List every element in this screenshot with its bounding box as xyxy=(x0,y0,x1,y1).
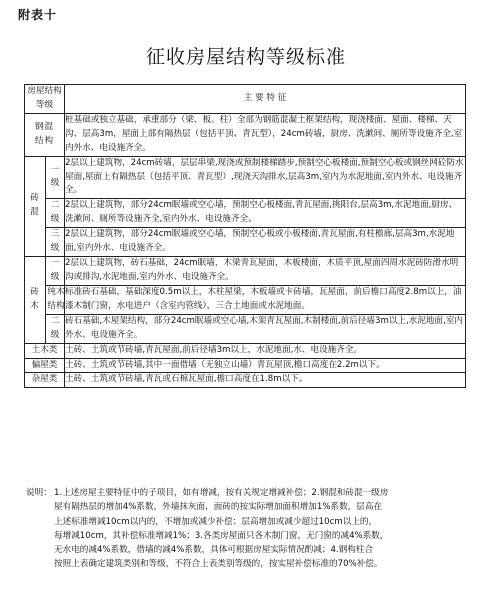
notes-line: 每增减10cm，其补偿标准增减1%；3.各类房屋面只各木制门窗，无门窗的减4%系数， xyxy=(54,530,389,541)
notes-line: 上述标准增减10cm以内的，不增加或减少补偿；层高增加或减少超过10cm以上的， xyxy=(54,516,378,527)
header-features: 主 要 特 征 xyxy=(65,85,466,114)
grade-label: 纯木结构 xyxy=(46,285,65,314)
grade-label: 一级 xyxy=(46,156,65,199)
desc-steel: 桩基础或独立基础，承重部分（梁、板、柱）全部为钢筋混凝土框架结构，现浇楼面、屋面、楼梯、天沟、层高3m，屋面上部有隔热层（包括平顶、青瓦型），24cm砖墙，厨房、洗漱间、厕所等设施齐全,室内外水、电设施齐全。 xyxy=(65,113,466,156)
category-brick-wood-label: 砖木 xyxy=(30,286,40,311)
table-row xyxy=(25,113,466,156)
table-row xyxy=(25,373,466,388)
category-brick-wood xyxy=(25,257,46,344)
table-row xyxy=(25,199,466,228)
grade-label: 三级 xyxy=(46,228,65,257)
notes-line: 按照上表确定建筑类别和等级，不符合上表类别等级的，按实屋补偿标准的70%补偿。 xyxy=(54,559,383,570)
desc-brick-concrete-grade3: 2层以上建筑物，部分24cm眠墙或空心墙，预制空心板或小板楼面,青瓦屋面,有柱檐廊,层高3m,水泥地面,室内外水、电设施齐全。 xyxy=(65,228,466,257)
notes-line: 1.上述房屋主要特征中的子项目，如有增减，按有关规定增减补偿；2.钢混和砖混一级房 xyxy=(54,488,389,498)
notes-label: 说明： xyxy=(26,488,52,498)
category-steel xyxy=(25,113,65,156)
table-row xyxy=(25,343,466,358)
table-row xyxy=(25,358,466,373)
notes-section xyxy=(26,486,470,572)
category-brick-concrete xyxy=(25,156,46,256)
appendix-label: 附表十 xyxy=(18,8,58,22)
category-earth-wood: 土木类 xyxy=(25,343,65,358)
page-title: 征收房屋结构等级标准 xyxy=(145,46,346,68)
table-header-row xyxy=(25,85,466,114)
desc-pure-wood: 标准砖石基础，基础深度0.5m以上，木柱屋梁，木板墙或卡砖墙，瓦屋面，前后檐口高度2.8m以上，油漆木制门窗，水电进户（含室内管线），三合土地面或水泥地面。 xyxy=(65,285,466,314)
notes-body xyxy=(54,486,470,572)
grade-label: 二级 xyxy=(46,314,65,343)
category-misc: 杂屋类 xyxy=(25,373,65,388)
category-steel-label: 钢混结构 xyxy=(34,121,55,146)
grade-label: 一级 xyxy=(46,257,65,286)
table-row xyxy=(25,285,466,314)
table-row xyxy=(25,156,466,199)
table-row xyxy=(25,257,466,286)
desc-brick-wood-grade1: 2层以上建筑物，砖石基础，24cm眠墙，木梁青瓦屋面，木板楼面，木质平顶,屋面四周水泥砖防滑水明沟或排沟,水泥地面,室内外水、电设施齐全。 xyxy=(65,257,466,286)
desc-brick-wood-grade2: 砖石基础,木屋架结构，部分24cm眠墙或空心墙,木架青瓦屋面,木制楼面,前后径墙3m以上,水泥地面,室内外水、电设施齐全。 xyxy=(65,314,466,343)
header-grade: 房屋结构等级 xyxy=(25,85,65,114)
category-brick-concrete-label: 砖混 xyxy=(30,193,40,218)
desc-misc: 土砖、土筑或节砖墙,青瓦或石棉瓦屋面,檐口高度在1.8m以下。 xyxy=(65,373,466,388)
category-shed: 偏屋类 xyxy=(25,358,65,373)
structure-grade-table xyxy=(24,84,466,388)
table-row xyxy=(25,314,466,343)
notes-line: 屋有隔热层的增加4%系数，外墙抹灰面，面砖的按实际增加面积增加1%系数，层高在 xyxy=(54,502,383,513)
desc-brick-concrete-grade1: 2层以上建筑物，24cm砖墙，层层串梁,现浇或预制楼梯踏步,预制空心板楼面,预制空心板或钢丝网砼防水屋面,屋面上有隔热层（包括平顶、青瓦型）,现浇天沟排水,层高3m,室内为水泥地面,室内外水、电设施齐全。 xyxy=(65,156,466,199)
desc-shed: 土砖、土筑或节砖墙,其中一面借墙（无独立山墙）青瓦屋顶,檐口高度在2.2m以下。 xyxy=(65,358,466,373)
notes-line: 无水电的减4%系数，借墙的减4%系数，具体可根据房屋实际情况酌减；4.钢构柱合 xyxy=(54,545,374,556)
desc-brick-concrete-grade2: 2层以上建筑物，部分24cm眠墙或空心墙，预制空心板楼面,青瓦屋面,挑阳台,层高3m,水泥地面,厨房、洗漱间、厕所等设施齐全,室内外水、电设施齐全。 xyxy=(65,199,466,228)
desc-earth-wood: 土砖、土筑或节砖墙,青瓦屋面,前后径墙3m以上，水泥地面,水、电设施齐全。 xyxy=(65,343,466,358)
table-row xyxy=(25,228,466,257)
grade-label: 二级 xyxy=(46,199,65,228)
